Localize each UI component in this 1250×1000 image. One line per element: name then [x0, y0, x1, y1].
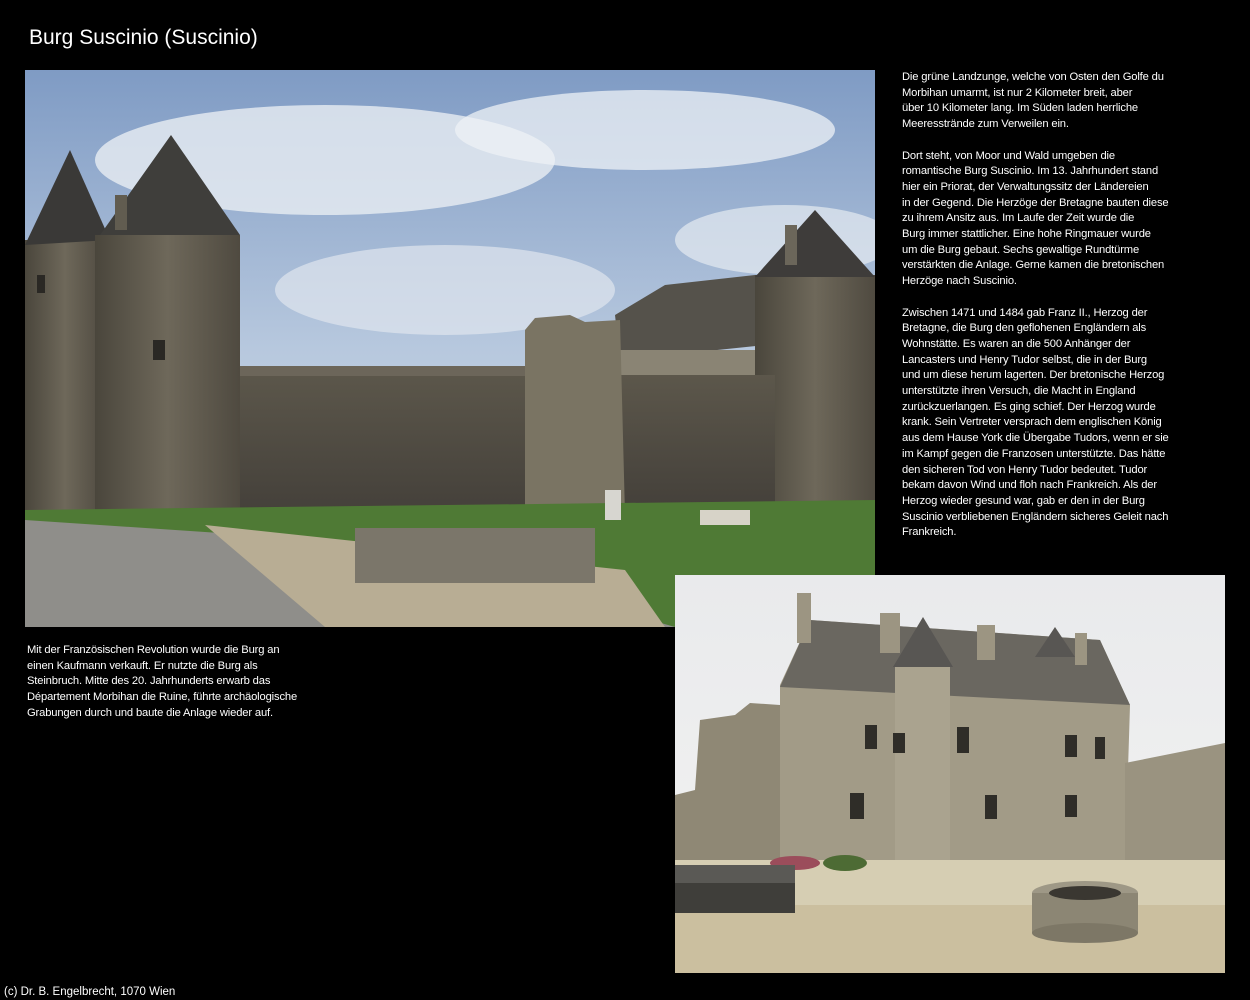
castle-courtyard-photo	[675, 575, 1225, 973]
castle-exterior-photo	[25, 70, 875, 627]
history-text-left	[27, 643, 357, 722]
text-paragraph: Mit der Französischen Revolution wurde die Burg an einen Kaufmann verkauft. Er nutzte die Burg als Steinbruch. Mitte des 20. Jahrhunderts erwarb das Département Morbihan die Ruine, führte archäologische Grabungen durch und baute die Anlage wieder auf.	[27, 644, 298, 719]
text-paragraph: Die grüne Landzunge, welche von Osten den Golfe du Morbihan umarmt, ist nur 2 Kilometer breit, aber über 10 Kilometer lang. Im Süden laden herrliche Meeresstrände zum Verweilen ein.	[902, 71, 1164, 131]
text-paragraph: Zwischen 1471 und 1484 gab Franz II., Herzog der Bretagne, die Burg den geflohenen Engländern als Wohnstätte. Es waren an die 500 Anhänger der Lancasters und Henry Tudor selbst, die in der Burg und um diese herum lagerten. Der bretonische Herzog unterstützte ihren Versuch, die Macht in England zurückzuerlangen. Es ging schief. Der Herzog wurde krank. Sein Vertreter versprach dem englischen König aus dem Hause York die Übergabe Tudors, wenn er sie im Kampf gegen die Franzosen unterstützte. Das hätte den sicheren Tod von Henry Tudor bedeutet. Tudor bekam davon Wind und floh nach Frankreich. Als der Herzog wieder gesund war, gab er den in der Burg Suscinio verbliebenen Engländern sicheres Geleit nach Frankreich.	[902, 306, 1169, 539]
page-title: Burg Suscinio (Suscinio)	[29, 26, 258, 49]
footer-credit: (c) Dr. B. Engelbrecht, 1070 Wien	[4, 986, 176, 998]
history-text-right	[902, 70, 1227, 541]
text-paragraph: Dort steht, von Moor und Wald umgeben die romantische Burg Suscinio. Im 13. Jahrhundert stand hier ein Priorat, der Verwaltungssitz der Ländereien in der Gegend. Die Herzöge der Bretagne bauten diese zu ihrem Ansitz aus. Im Laufe der Zeit wurde die Burg immer stattlicher. Eine hohe Ringmauer wurde um die Burg gebaut. Sechs gewaltige Rundtürme verstärkten die Anlage. Gerne kamen die bretonischen Herzöge nach Suscinio.	[902, 149, 1169, 288]
